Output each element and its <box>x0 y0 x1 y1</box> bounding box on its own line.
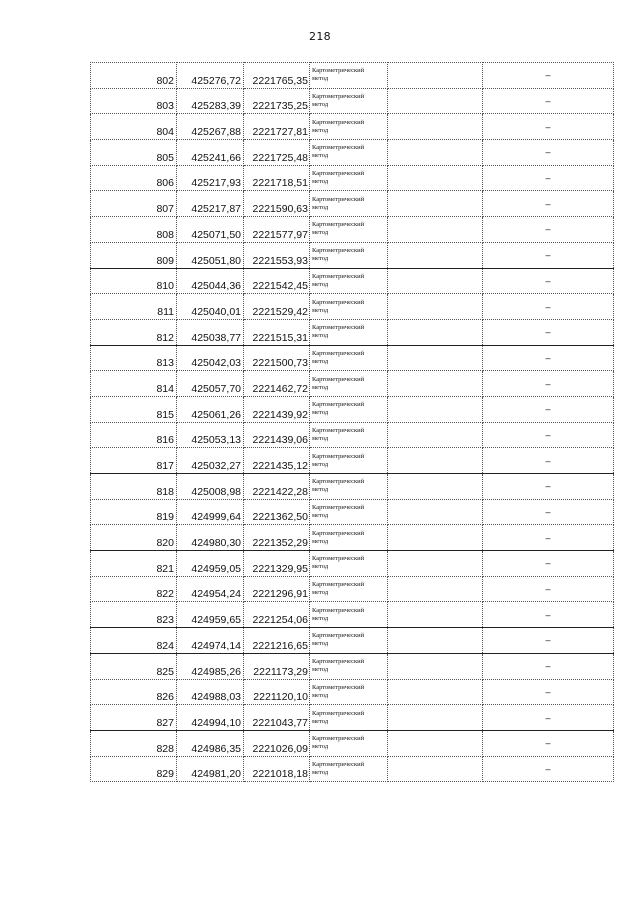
coordinate-y: 2221542,45 <box>244 268 310 294</box>
method-line1: Картометрический <box>312 375 365 383</box>
point-number: 824 <box>91 628 177 654</box>
dash-cell: – <box>483 448 614 474</box>
empty-cell <box>388 294 483 320</box>
table-row <box>91 63 614 89</box>
table-row <box>91 191 614 217</box>
method-cell <box>310 217 388 243</box>
coordinate-y: 2221765,35 <box>244 63 310 89</box>
table-row <box>91 165 614 191</box>
method-line1: Картометрический <box>312 144 365 152</box>
point-number: 810 <box>91 268 177 294</box>
coordinate-y: 2221362,50 <box>244 499 310 525</box>
empty-cell <box>388 628 483 654</box>
dash-cell: – <box>483 551 614 577</box>
dash-cell: – <box>483 756 614 782</box>
coordinate-y: 2221727,81 <box>244 114 310 140</box>
coordinate-x: 424981,20 <box>177 756 244 782</box>
point-number: 825 <box>91 653 177 679</box>
coordinate-x: 425053,13 <box>177 422 244 448</box>
method-line1: Картометрический <box>312 324 365 332</box>
method-cell <box>310 705 388 731</box>
coordinate-y: 2221735,25 <box>244 88 310 114</box>
empty-cell <box>388 730 483 756</box>
coordinate-x: 424988,03 <box>177 679 244 705</box>
coordinate-x: 424974,14 <box>177 628 244 654</box>
point-number: 809 <box>91 242 177 268</box>
coordinate-y: 2221296,91 <box>244 576 310 602</box>
point-number: 820 <box>91 525 177 551</box>
method-line2: метод <box>312 255 329 263</box>
empty-cell <box>388 653 483 679</box>
coordinate-y: 2221718,51 <box>244 165 310 191</box>
coordinate-y: 2221553,93 <box>244 242 310 268</box>
point-number: 803 <box>91 88 177 114</box>
method-line1: Картометрический <box>312 555 365 563</box>
coordinate-x: 424959,05 <box>177 551 244 577</box>
method-cell <box>310 653 388 679</box>
dash-cell: – <box>483 653 614 679</box>
method-cell <box>310 63 388 89</box>
dash-cell: – <box>483 165 614 191</box>
empty-cell <box>388 396 483 422</box>
coordinate-x: 425276,72 <box>177 63 244 89</box>
coordinate-x: 425267,88 <box>177 114 244 140</box>
empty-cell <box>388 140 483 166</box>
empty-cell <box>388 756 483 782</box>
point-number: 811 <box>91 294 177 320</box>
coordinate-y: 2221026,09 <box>244 730 310 756</box>
dash-cell: – <box>483 628 614 654</box>
method-line1: Картометрический <box>312 401 365 409</box>
table-row <box>91 217 614 243</box>
coordinate-y: 2221329,95 <box>244 551 310 577</box>
coordinate-x: 425241,66 <box>177 140 244 166</box>
method-cell <box>310 396 388 422</box>
method-line1: Картометрический <box>312 195 365 203</box>
table-row <box>91 525 614 551</box>
method-line2: метод <box>312 486 329 494</box>
point-number: 817 <box>91 448 177 474</box>
coordinate-x: 425038,77 <box>177 319 244 345</box>
method-line1: Картометрический <box>312 606 365 614</box>
method-line2: метод <box>312 666 329 674</box>
method-line1: Картометрический <box>312 504 365 512</box>
table-row <box>91 396 614 422</box>
table-row <box>91 499 614 525</box>
method-line1: Картометрический <box>312 735 365 743</box>
method-line2: метод <box>312 563 329 571</box>
coordinate-y: 2221515,31 <box>244 319 310 345</box>
dash-cell: – <box>483 525 614 551</box>
dash-cell: – <box>483 294 614 320</box>
coordinate-y: 2221439,06 <box>244 422 310 448</box>
method-line1: Картометрический <box>312 247 365 255</box>
empty-cell <box>388 217 483 243</box>
coordinate-x: 424980,30 <box>177 525 244 551</box>
point-number: 829 <box>91 756 177 782</box>
coordinate-x: 425061,26 <box>177 396 244 422</box>
point-number: 822 <box>91 576 177 602</box>
method-line1: Картометрический <box>312 426 365 434</box>
table-row <box>91 319 614 345</box>
table-row <box>91 576 614 602</box>
table-row <box>91 653 614 679</box>
dash-cell: – <box>483 217 614 243</box>
empty-cell <box>388 191 483 217</box>
method-cell <box>310 242 388 268</box>
method-cell <box>310 602 388 628</box>
table-row <box>91 422 614 448</box>
coordinate-x: 425040,01 <box>177 294 244 320</box>
method-cell <box>310 551 388 577</box>
method-cell <box>310 345 388 371</box>
coordinate-y: 2221120,10 <box>244 679 310 705</box>
coordinate-x: 424994,10 <box>177 705 244 731</box>
coordinate-y: 2221422,28 <box>244 474 310 500</box>
dash-cell: – <box>483 396 614 422</box>
method-cell <box>310 730 388 756</box>
method-cell <box>310 576 388 602</box>
empty-cell <box>388 576 483 602</box>
point-number: 808 <box>91 217 177 243</box>
method-cell <box>310 499 388 525</box>
table-row <box>91 242 614 268</box>
method-cell <box>310 319 388 345</box>
coordinate-x: 425051,80 <box>177 242 244 268</box>
table-row <box>91 679 614 705</box>
table-row <box>91 294 614 320</box>
empty-cell <box>388 345 483 371</box>
point-number: 821 <box>91 551 177 577</box>
table-row <box>91 345 614 371</box>
dash-cell: – <box>483 242 614 268</box>
table-row <box>91 371 614 397</box>
table-row <box>91 628 614 654</box>
method-line1: Картометрический <box>312 272 365 280</box>
method-line1: Картометрический <box>312 581 365 589</box>
coordinate-y: 2221018,18 <box>244 756 310 782</box>
dash-cell: – <box>483 63 614 89</box>
method-line2: метод <box>312 306 329 314</box>
method-line2: метод <box>312 409 329 417</box>
coordinate-x: 425044,36 <box>177 268 244 294</box>
dash-cell: – <box>483 602 614 628</box>
point-number: 814 <box>91 371 177 397</box>
method-line2: метод <box>312 743 329 751</box>
dash-cell: – <box>483 705 614 731</box>
coordinate-x: 424954,24 <box>177 576 244 602</box>
method-cell <box>310 140 388 166</box>
method-line2: метод <box>312 717 329 725</box>
coordinate-y: 2221500,73 <box>244 345 310 371</box>
method-cell <box>310 268 388 294</box>
method-line2: метод <box>312 614 329 622</box>
method-line1: Картометрический <box>312 632 365 640</box>
method-line2: метод <box>312 383 329 391</box>
table-row <box>91 140 614 166</box>
table-row <box>91 730 614 756</box>
method-line2: метод <box>312 434 329 442</box>
coordinate-x: 425032,27 <box>177 448 244 474</box>
table-row <box>91 88 614 114</box>
empty-cell <box>388 268 483 294</box>
point-number: 802 <box>91 63 177 89</box>
coordinate-x: 424959,65 <box>177 602 244 628</box>
dash-cell: – <box>483 88 614 114</box>
coordinate-y: 2221577,97 <box>244 217 310 243</box>
empty-cell <box>388 319 483 345</box>
method-line2: метод <box>312 280 329 288</box>
method-cell <box>310 88 388 114</box>
dash-cell: – <box>483 730 614 756</box>
table-row <box>91 268 614 294</box>
point-number: 812 <box>91 319 177 345</box>
coordinate-x: 425057,70 <box>177 371 244 397</box>
method-cell <box>310 114 388 140</box>
table-row <box>91 114 614 140</box>
empty-cell <box>388 114 483 140</box>
table-row <box>91 474 614 500</box>
empty-cell <box>388 88 483 114</box>
empty-cell <box>388 679 483 705</box>
table-row <box>91 602 614 628</box>
point-number: 818 <box>91 474 177 500</box>
method-line2: метод <box>312 768 329 776</box>
method-line1: Картометрический <box>312 118 365 126</box>
coordinates-table <box>90 62 614 782</box>
coordinate-y: 2221352,29 <box>244 525 310 551</box>
coordinate-y: 2221725,48 <box>244 140 310 166</box>
method-cell <box>310 448 388 474</box>
method-line1: Картометрический <box>312 349 365 357</box>
method-cell <box>310 422 388 448</box>
coordinate-x: 425217,93 <box>177 165 244 191</box>
point-number: 815 <box>91 396 177 422</box>
method-cell <box>310 191 388 217</box>
table-row <box>91 448 614 474</box>
dash-cell: – <box>483 499 614 525</box>
method-line1: Картометрический <box>312 93 365 101</box>
method-line1: Картометрический <box>312 529 365 537</box>
point-number: 807 <box>91 191 177 217</box>
method-line2: метод <box>312 229 329 237</box>
point-number: 819 <box>91 499 177 525</box>
dash-cell: – <box>483 268 614 294</box>
empty-cell <box>388 499 483 525</box>
dash-cell: – <box>483 422 614 448</box>
method-line2: метод <box>312 75 329 83</box>
method-line2: метод <box>312 357 329 365</box>
coordinate-y: 2221043,77 <box>244 705 310 731</box>
method-cell <box>310 679 388 705</box>
empty-cell <box>388 63 483 89</box>
dash-cell: – <box>483 191 614 217</box>
dash-cell: – <box>483 679 614 705</box>
method-line2: метод <box>312 203 329 211</box>
method-line2: метод <box>312 537 329 545</box>
method-line2: метод <box>312 691 329 699</box>
dash-cell: – <box>483 576 614 602</box>
method-line1: Картометрический <box>312 170 365 178</box>
point-number: 813 <box>91 345 177 371</box>
method-line1: Картометрический <box>312 760 365 768</box>
page-number: 218 <box>309 30 331 43</box>
dash-cell: – <box>483 371 614 397</box>
point-number: 816 <box>91 422 177 448</box>
dash-cell: – <box>483 345 614 371</box>
dash-cell: – <box>483 474 614 500</box>
dash-cell: – <box>483 140 614 166</box>
method-line1: Картометрический <box>312 709 365 717</box>
method-cell <box>310 371 388 397</box>
dash-cell: – <box>483 114 614 140</box>
method-cell <box>310 474 388 500</box>
empty-cell <box>388 422 483 448</box>
coordinates-table-body <box>91 63 614 782</box>
coordinate-y: 2221462,72 <box>244 371 310 397</box>
coordinate-y: 2221254,06 <box>244 602 310 628</box>
method-cell <box>310 525 388 551</box>
method-line2: метод <box>312 460 329 468</box>
point-number: 826 <box>91 679 177 705</box>
method-cell <box>310 294 388 320</box>
method-cell <box>310 628 388 654</box>
method-cell <box>310 165 388 191</box>
coordinate-y: 2221216,65 <box>244 628 310 654</box>
empty-cell <box>388 474 483 500</box>
point-number: 804 <box>91 114 177 140</box>
method-line2: метод <box>312 512 329 520</box>
method-line1: Картометрический <box>312 658 365 666</box>
method-line1: Картометрический <box>312 221 365 229</box>
coordinate-y: 2221529,42 <box>244 294 310 320</box>
empty-cell <box>388 165 483 191</box>
method-cell <box>310 756 388 782</box>
point-number: 828 <box>91 730 177 756</box>
table-row <box>91 705 614 731</box>
method-line2: метод <box>312 589 329 597</box>
table-row <box>91 756 614 782</box>
empty-cell <box>388 551 483 577</box>
method-line1: Картометрический <box>312 452 365 460</box>
point-number: 805 <box>91 140 177 166</box>
point-number: 823 <box>91 602 177 628</box>
point-number: 806 <box>91 165 177 191</box>
coordinate-x: 425217,87 <box>177 191 244 217</box>
coordinate-x: 424986,35 <box>177 730 244 756</box>
point-number: 827 <box>91 705 177 731</box>
coordinate-x: 425008,98 <box>177 474 244 500</box>
coordinate-y: 2221590,63 <box>244 191 310 217</box>
method-line2: метод <box>312 101 329 109</box>
empty-cell <box>388 448 483 474</box>
empty-cell <box>388 705 483 731</box>
method-line2: метод <box>312 332 329 340</box>
method-line1: Картометрический <box>312 478 365 486</box>
coordinate-x: 425071,50 <box>177 217 244 243</box>
empty-cell <box>388 242 483 268</box>
empty-cell <box>388 525 483 551</box>
method-line2: метод <box>312 178 329 186</box>
coordinate-y: 2221173,29 <box>244 653 310 679</box>
coordinate-x: 424985,26 <box>177 653 244 679</box>
coordinate-x: 425283,39 <box>177 88 244 114</box>
coordinate-y: 2221439,92 <box>244 396 310 422</box>
table-row <box>91 551 614 577</box>
method-line2: метод <box>312 640 329 648</box>
coordinate-x: 424999,64 <box>177 499 244 525</box>
dash-cell: – <box>483 319 614 345</box>
coordinate-x: 425042,03 <box>177 345 244 371</box>
method-line2: метод <box>312 152 329 160</box>
empty-cell <box>388 371 483 397</box>
coordinate-y: 2221435,12 <box>244 448 310 474</box>
method-line1: Картометрический <box>312 298 365 306</box>
empty-cell <box>388 602 483 628</box>
method-line1: Картометрический <box>312 683 365 691</box>
method-line2: метод <box>312 126 329 134</box>
method-line1: Картометрический <box>312 67 365 75</box>
